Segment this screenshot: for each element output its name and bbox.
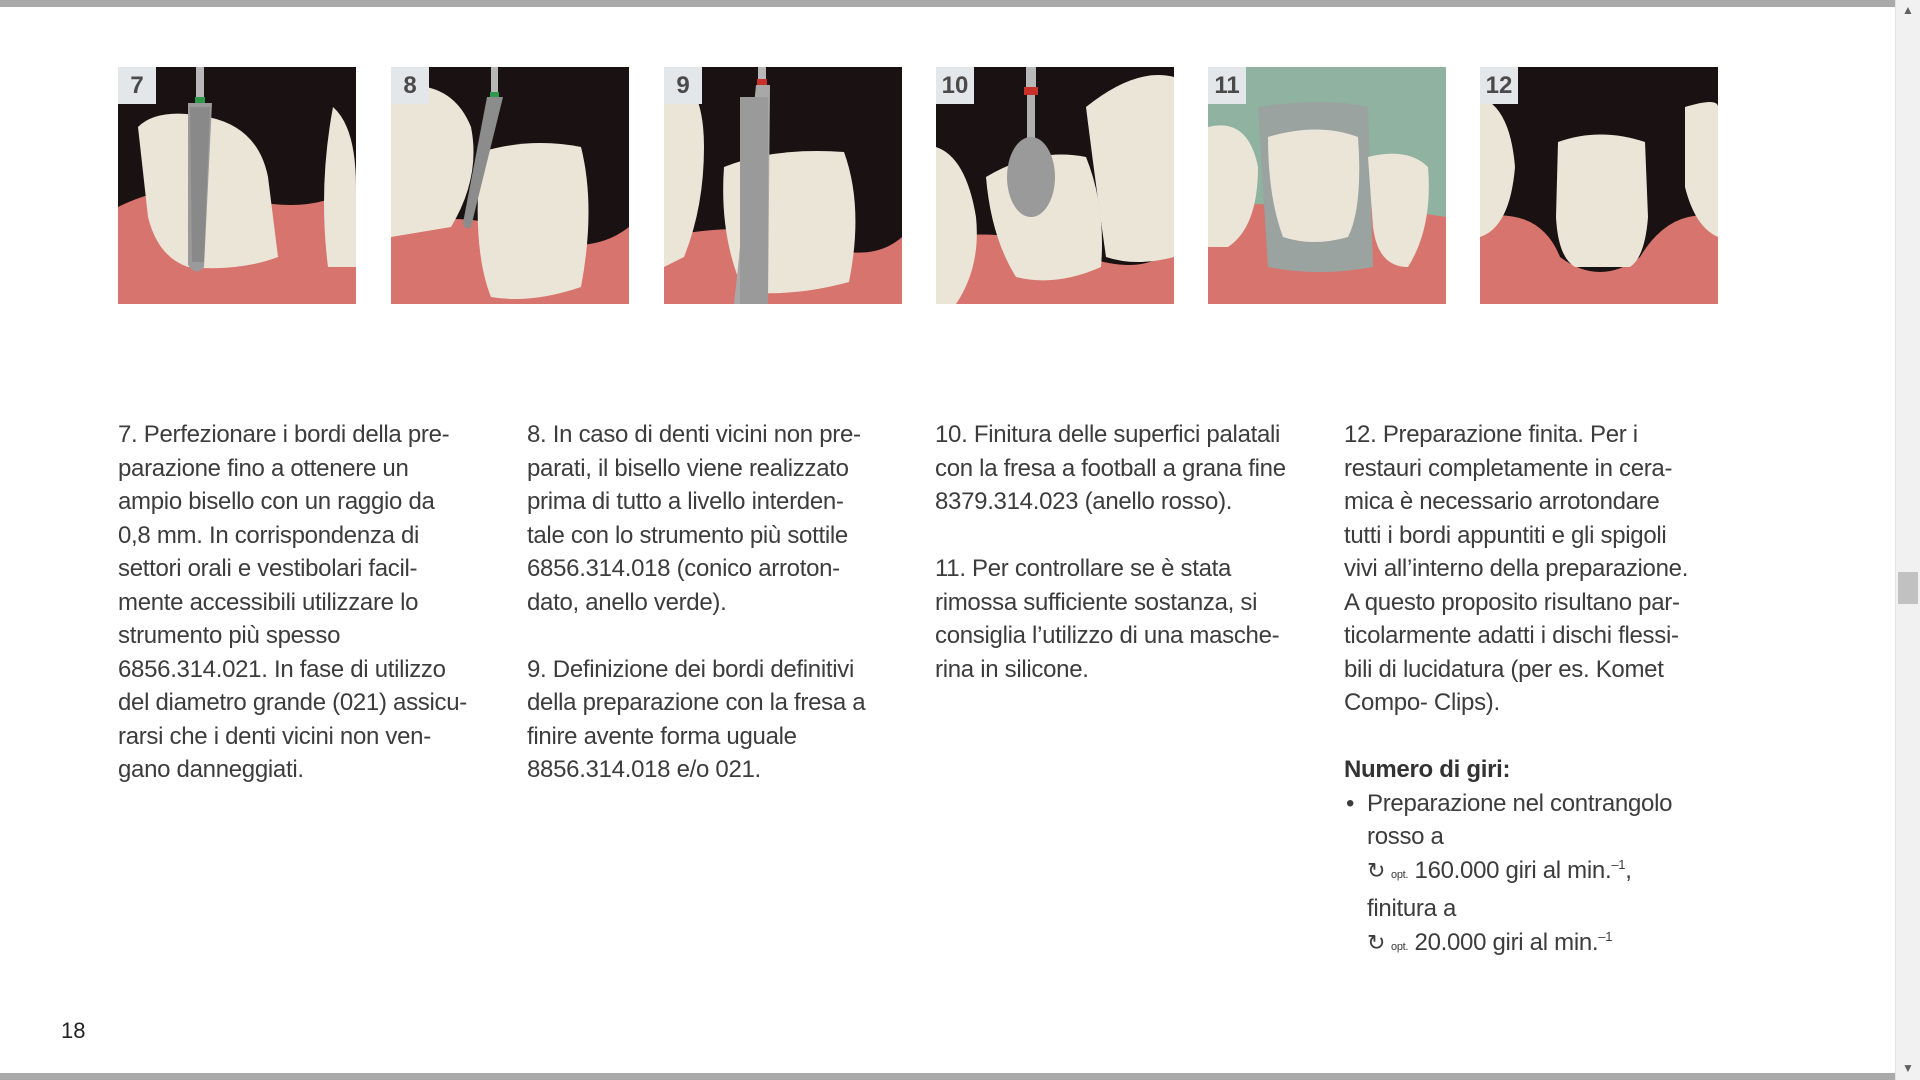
scroll-thumb[interactable]	[1898, 572, 1918, 604]
step-number: 9	[664, 67, 702, 104]
text-line: parati, il bisello viene realizzato	[527, 454, 849, 482]
text-line: bili di lucidatura (per es. Komet	[1344, 655, 1664, 683]
text-line: tutti i bordi appuntiti e gli spigoli	[1344, 521, 1667, 549]
step-number: 7	[118, 67, 156, 104]
bottom-border	[0, 1073, 1895, 1080]
text-line: 6856.314.021. In fase di utilizzo	[118, 655, 446, 683]
speed-value-preparation: 160.000 giri al min.	[1414, 856, 1612, 884]
text-line: dato, anello verde).	[527, 588, 727, 616]
step-11-paragraph	[935, 552, 1310, 686]
text-line: ampio bisello con un raggio da	[118, 488, 435, 515]
text-line: 6856.314.018 (conico arroton-	[527, 555, 840, 582]
text-line: 8. In caso di denti vicini non pre-	[527, 421, 861, 448]
text-line: restauri completamente in cera-	[1344, 454, 1673, 482]
photo-step-12	[1480, 67, 1718, 304]
instructions-column-3	[935, 418, 1310, 686]
text-line: 0,8 mm. In corrispondenza di	[118, 521, 420, 549]
text-line: 8379.314.023 (anello rosso).	[935, 488, 1233, 515]
text-line: prima di tutto a livello interden-	[527, 488, 844, 515]
text-line: mente accessibili utilizzare lo	[118, 588, 419, 616]
text-line: consiglia l’utilizzo di una masche-	[935, 622, 1280, 649]
text-line: ticolarmente adatti i dischi flessi-	[1344, 622, 1679, 649]
step-number: 11	[1208, 67, 1246, 104]
text-line: rarsi che i denti vicini non ven-	[118, 722, 431, 750]
speed-exponent: –1	[1598, 928, 1613, 944]
speed-value-finishing: 20.000 giri al min.	[1414, 928, 1599, 956]
photo-step-9	[664, 67, 902, 304]
text-line: della preparazione con la fresa a	[527, 689, 866, 716]
photo-step-10	[936, 67, 1174, 304]
text-line: finitura a	[1367, 895, 1457, 922]
top-border	[0, 0, 1895, 7]
text-line: 10. Finitura delle superfici palatali	[935, 421, 1281, 448]
step-number: 10	[936, 67, 974, 104]
speed-list	[1344, 787, 1744, 965]
step-7-paragraph	[118, 418, 493, 787]
text-line: 9. Definizione dei bordi definitivi	[527, 655, 855, 683]
text-line: finire avente forma uguale	[527, 722, 797, 750]
text-line: rimossa sufficiente sostanza, si	[935, 588, 1258, 616]
text-line: A questo proposito risultano par-	[1344, 588, 1680, 616]
text-line: 8856.314.018 e/o 021.	[527, 756, 761, 783]
opt-label: opt.	[1391, 868, 1409, 881]
speed-exponent: –1	[1611, 856, 1626, 872]
instructions-column-1	[118, 418, 493, 787]
text-line: rosso a	[1367, 823, 1444, 850]
speed-heading: Numero di giri:	[1344, 756, 1511, 783]
text-line: 7. Perfezionare i bordi della pre-	[118, 421, 450, 448]
rotation-icon: ↻	[1367, 929, 1386, 955]
photo-step-8	[391, 67, 629, 304]
step-number: 12	[1480, 67, 1518, 104]
text-line: gano danneggiati.	[118, 756, 304, 783]
photo-step-7	[118, 67, 356, 304]
photo-step-11	[1208, 67, 1446, 304]
text-line: settori orali e vestibolari facil-	[118, 555, 418, 582]
instructions-column-4	[1344, 418, 1744, 964]
text-line: rina in silicone.	[935, 655, 1089, 683]
step-8-paragraph	[527, 418, 902, 619]
instructions-column-2	[527, 418, 902, 787]
text-line: con la fresa a football a grana fine	[935, 454, 1286, 482]
vertical-scrollbar[interactable]	[1895, 0, 1920, 1080]
text-line: del diametro grande (021) assicu-	[118, 689, 467, 716]
text-line: 11. Per controllare se è stata	[935, 555, 1232, 582]
text-line: 12. Preparazione finita. Per i	[1344, 421, 1638, 448]
text-line: Compo- Clips).	[1344, 689, 1500, 716]
bullet-icon: •	[1346, 789, 1355, 817]
scroll-up-icon[interactable]: ▲	[1902, 3, 1914, 17]
rotation-icon: ↻	[1367, 857, 1386, 883]
step-9-paragraph	[527, 653, 902, 787]
opt-label: opt.	[1391, 940, 1409, 953]
text-line: parazione fino a ottenere un	[118, 454, 409, 482]
speed-list-item	[1344, 787, 1744, 965]
step-12-paragraph	[1344, 418, 1744, 720]
step-10-paragraph	[935, 418, 1310, 519]
page-number: 18	[61, 1018, 86, 1043]
text-line: vivi all’interno della preparazione.	[1344, 555, 1689, 582]
text-line: mica è necessario arrotondare	[1344, 488, 1660, 515]
text-line: Preparazione nel contrangolo	[1367, 789, 1673, 817]
text-line: strumento più spesso	[118, 622, 341, 649]
punctuation: ,	[1625, 856, 1632, 884]
step-number: 8	[391, 67, 429, 104]
scroll-down-icon[interactable]: ▼	[1902, 1061, 1914, 1075]
text-line: tale con lo strumento più sottile	[527, 521, 848, 549]
